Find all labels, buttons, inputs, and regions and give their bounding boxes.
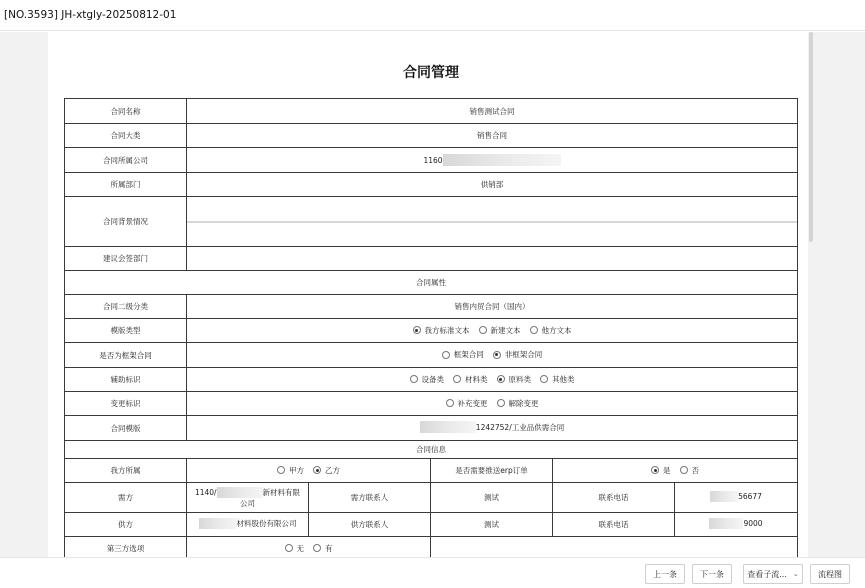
row-company bbox=[65, 148, 798, 173]
radio-circle-icon bbox=[493, 351, 501, 359]
radio-circle-icon bbox=[497, 399, 505, 407]
radio-option-label: 无 bbox=[296, 543, 304, 553]
third-party-label: 第三方选项 bbox=[65, 537, 187, 558]
row-supply-party bbox=[65, 513, 798, 537]
radio-option[interactable] bbox=[413, 325, 470, 336]
demand-value bbox=[187, 483, 309, 513]
radio-option-label: 补充变更 bbox=[457, 398, 488, 408]
change-tag-label: 变更标识 bbox=[65, 392, 187, 416]
contract-name-value: 销售测试合同 bbox=[187, 99, 798, 124]
document-viewport[interactable] bbox=[0, 32, 865, 557]
row-our-party bbox=[65, 459, 798, 483]
row-contract-category bbox=[65, 124, 798, 148]
radio-circle-icon bbox=[277, 466, 285, 474]
window-title: [NO.3593] JH-xtgly-20250812-01 bbox=[4, 9, 177, 21]
row-demand-party bbox=[65, 483, 798, 513]
demand-phone-suffix: 56677 bbox=[738, 492, 762, 501]
radio-circle-icon bbox=[410, 375, 418, 383]
third-party-extra bbox=[431, 537, 798, 558]
radio-option-label: 我方标准文本 bbox=[424, 325, 470, 335]
radio-option-label: 解除变更 bbox=[508, 398, 539, 408]
row-contract-name bbox=[65, 99, 798, 124]
change-tag-options bbox=[187, 392, 798, 416]
row-info-section bbox=[65, 441, 798, 459]
our-party-radio-group bbox=[277, 465, 340, 476]
third-party-options bbox=[187, 537, 431, 558]
department-value: 供销部 bbox=[187, 173, 798, 197]
change-tag-radio-group bbox=[446, 398, 539, 409]
row-template-type bbox=[65, 319, 798, 343]
radio-option[interactable] bbox=[540, 374, 575, 385]
radio-option[interactable] bbox=[479, 325, 521, 336]
radio-circle-icon bbox=[530, 326, 538, 334]
row-contract-template bbox=[65, 416, 798, 441]
row-sub-category bbox=[65, 295, 798, 319]
radio-option-label: 他方文本 bbox=[541, 325, 572, 335]
sub-category-value: 销售内贸合同（国内） bbox=[187, 295, 798, 319]
next-button-label: 下一条 bbox=[700, 569, 724, 579]
radio-option-label: 有 bbox=[325, 543, 333, 553]
supply-value bbox=[187, 513, 309, 537]
redaction-mask bbox=[420, 421, 476, 433]
framework-label: 是否为框架合同 bbox=[65, 343, 187, 368]
contract-template-value-text: 1242752/工业品供需合同 bbox=[475, 422, 565, 432]
chevron-down-icon: ⌄ bbox=[792, 570, 799, 578]
radio-option-label: 新建文本 bbox=[490, 325, 521, 335]
prev-button-label: 上一条 bbox=[653, 569, 677, 579]
aux-tag-radio-group bbox=[410, 374, 575, 385]
radio-circle-icon bbox=[313, 544, 321, 552]
radio-option[interactable] bbox=[277, 465, 304, 476]
framework-radio-group bbox=[442, 349, 543, 360]
row-framework bbox=[65, 343, 798, 368]
redaction-mask bbox=[709, 518, 743, 529]
radio-circle-icon bbox=[442, 351, 450, 359]
info-section-header: 合同信息 bbox=[65, 441, 798, 459]
contract-template-label: 合同模版 bbox=[65, 416, 187, 441]
row-attr-section bbox=[65, 271, 798, 295]
vertical-scrollbar[interactable] bbox=[808, 32, 814, 557]
countersign-value[interactable] bbox=[187, 247, 798, 271]
radio-circle-icon bbox=[313, 466, 321, 474]
footer-toolbar bbox=[0, 557, 865, 588]
radio-option-label: 是 bbox=[663, 465, 671, 475]
radio-option[interactable] bbox=[313, 465, 340, 476]
radio-option[interactable] bbox=[651, 465, 671, 476]
supply-contact-label: 供方联系人 bbox=[309, 513, 431, 537]
contract-template-value bbox=[187, 416, 798, 441]
redaction-mask bbox=[710, 491, 738, 502]
demand-label: 需方 bbox=[65, 483, 187, 513]
view-subflow-label: 查看子流... bbox=[747, 569, 787, 579]
contract-form-table bbox=[64, 98, 798, 557]
template-type-label: 模版类型 bbox=[65, 319, 187, 343]
radio-circle-icon bbox=[680, 466, 688, 474]
radio-option[interactable] bbox=[493, 349, 543, 360]
radio-circle-icon bbox=[651, 466, 659, 474]
supply-phone-label: 联系电话 bbox=[553, 513, 675, 537]
radio-option-label: 乙方 bbox=[325, 465, 340, 475]
radio-circle-icon bbox=[540, 375, 548, 383]
row-countersign bbox=[65, 247, 798, 271]
demand-phone-label: 联系电话 bbox=[553, 483, 675, 513]
push-erp-options bbox=[553, 459, 798, 483]
attr-section-header: 合同属性 bbox=[65, 271, 798, 295]
sub-category-label: 合同二级分类 bbox=[65, 295, 187, 319]
row-aux-tag bbox=[65, 368, 798, 392]
radio-option[interactable] bbox=[497, 374, 532, 385]
radio-option-label: 框架合同 bbox=[453, 350, 484, 360]
department-label: 所属部门 bbox=[65, 173, 187, 197]
radio-circle-icon bbox=[497, 375, 505, 383]
supply-phone-suffix: 9000 bbox=[743, 519, 763, 528]
page-title: 合同管理 bbox=[403, 65, 459, 81]
redaction-mask bbox=[199, 518, 237, 529]
redaction-mask bbox=[443, 154, 561, 166]
contract-name-label: 合同名称 bbox=[65, 99, 187, 124]
background-cell bbox=[187, 197, 798, 247]
background-textarea[interactable] bbox=[187, 221, 797, 223]
radio-option[interactable] bbox=[313, 543, 333, 554]
redaction-mask bbox=[217, 487, 263, 498]
company-label: 合同所属公司 bbox=[65, 148, 187, 173]
radio-circle-icon bbox=[453, 375, 461, 383]
row-background bbox=[65, 197, 798, 247]
radio-option-label: 原料类 bbox=[508, 374, 532, 384]
flowchart-button[interactable] bbox=[810, 564, 850, 584]
template-type-radio-group bbox=[413, 325, 572, 336]
supply-label: 供方 bbox=[65, 513, 187, 537]
radio-option-label: 其他类 bbox=[552, 374, 575, 384]
demand-phone-value bbox=[675, 483, 798, 513]
radio-option[interactable] bbox=[442, 349, 484, 360]
push-erp-radio-group bbox=[651, 465, 699, 476]
row-change-tag bbox=[65, 392, 798, 416]
row-third-party bbox=[65, 537, 798, 558]
contract-form-page bbox=[48, 32, 814, 557]
radio-option[interactable] bbox=[446, 398, 488, 409]
aux-tag-options bbox=[187, 368, 798, 392]
countersign-label: 建议会签部门 bbox=[65, 247, 187, 271]
contract-category-label: 合同大类 bbox=[65, 124, 187, 148]
demand-contact-value: 测试 bbox=[431, 483, 553, 513]
radio-option-label: 设备类 bbox=[421, 374, 445, 384]
radio-option-label: 否 bbox=[691, 465, 700, 475]
radio-option[interactable] bbox=[680, 465, 700, 476]
radio-option[interactable] bbox=[530, 325, 572, 336]
prev-button[interactable] bbox=[645, 564, 685, 584]
scrollbar-thumb[interactable] bbox=[809, 32, 813, 242]
contract-category-value: 销售合同 bbox=[187, 124, 798, 148]
radio-option-label: 材料类 bbox=[465, 374, 488, 384]
radio-circle-icon bbox=[413, 326, 421, 334]
supply-value-suffix: 材料股份有限公司 bbox=[236, 519, 297, 528]
radio-option[interactable] bbox=[453, 374, 488, 385]
radio-circle-icon bbox=[479, 326, 487, 334]
push-erp-label: 是否需要推送erp订单 bbox=[431, 459, 553, 483]
radio-option[interactable] bbox=[410, 374, 445, 385]
supply-contact-value: 测试 bbox=[431, 513, 553, 537]
radio-option-label: 非框架合同 bbox=[504, 350, 543, 360]
our-party-label: 我方所属 bbox=[65, 459, 187, 483]
row-department bbox=[65, 173, 798, 197]
demand-value-prefix: 1140/ bbox=[194, 487, 217, 497]
demand-contact-label: 需方联系人 bbox=[309, 483, 431, 513]
template-type-options bbox=[187, 319, 798, 343]
company-value-prefix: 1160 bbox=[423, 155, 443, 165]
aux-tag-label: 辅助标识 bbox=[65, 368, 187, 392]
flowchart-button-label: 流程图 bbox=[818, 569, 842, 579]
demand-value-suffix: 新材料有限 bbox=[262, 487, 301, 497]
view-subflow-dropdown[interactable] bbox=[743, 564, 803, 584]
radio-option[interactable] bbox=[285, 543, 305, 554]
radio-circle-icon bbox=[285, 544, 293, 552]
demand-value-line2: 公司 bbox=[240, 498, 255, 508]
our-party-options bbox=[187, 459, 431, 483]
third-party-radio-group bbox=[285, 543, 333, 554]
company-value bbox=[187, 148, 798, 173]
next-button[interactable] bbox=[692, 564, 732, 584]
background-label: 合同背景情况 bbox=[65, 197, 187, 247]
radio-option-label: 甲方 bbox=[289, 465, 304, 475]
radio-option[interactable] bbox=[497, 398, 539, 409]
title-bar bbox=[0, 0, 865, 31]
framework-options bbox=[187, 343, 798, 368]
radio-circle-icon bbox=[446, 399, 454, 407]
supply-phone-value bbox=[675, 513, 798, 537]
